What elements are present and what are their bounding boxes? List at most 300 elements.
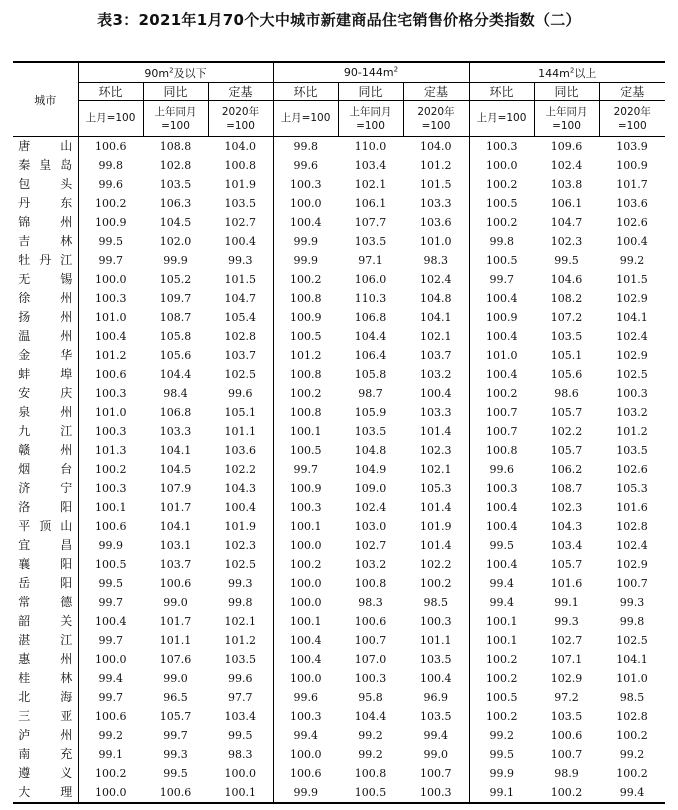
value-cell: 100.9 — [290, 311, 322, 324]
value-cell: 103.4 — [208, 707, 273, 726]
value-cell: 100.3 — [486, 482, 518, 495]
value-cell: 100.6 — [550, 729, 583, 742]
value-cell: 99.5 — [163, 767, 188, 780]
value-cell: 100.2 — [550, 786, 583, 799]
value-cell: 108.2 — [550, 292, 583, 305]
value-cell: 100.0 — [486, 159, 518, 172]
value-cell: 104.3 — [208, 479, 273, 498]
city-name: 泸州 — [18, 728, 73, 742]
value-cell: 100.3 — [95, 482, 127, 495]
value-cell: 100.0 — [290, 672, 322, 685]
table-row — [13, 422, 665, 441]
value-cell: 102.5 — [616, 634, 648, 647]
value-cell: 100.5 — [486, 691, 518, 704]
value-cell: 100.1 — [290, 520, 322, 533]
city-cell — [13, 365, 78, 384]
value-cell: 99.6 — [293, 691, 318, 704]
value-cell: 107.0 — [354, 653, 387, 666]
value-cell: 102.1 — [403, 460, 469, 479]
base-header-line: =100 — [617, 119, 647, 132]
city-cell — [13, 156, 78, 175]
city-name: 锦州 — [18, 215, 73, 229]
value-cell: 102.5 — [208, 365, 273, 384]
value-cell: 98.4 — [163, 387, 188, 400]
city-cell — [13, 536, 78, 555]
value-cell: 99.7 — [293, 463, 318, 476]
city-cell — [13, 308, 78, 327]
value-cell: 101.5 — [208, 270, 273, 289]
value-cell: 100.2 — [290, 273, 322, 286]
base-header-yoy — [143, 101, 208, 137]
subheader-mom: 环比 — [273, 83, 338, 101]
value-cell: 103.3 — [403, 194, 469, 213]
value-cell: 99.2 — [358, 748, 383, 761]
value-cell: 100.6 — [159, 577, 192, 590]
value-cell: 105.7 — [550, 444, 583, 457]
value-cell: 102.1 — [354, 178, 387, 191]
subheader-fixed: 定基 — [403, 83, 469, 101]
value-cell: 105.6 — [159, 349, 192, 362]
price-index-table — [13, 61, 665, 804]
value-cell: 98.3 — [403, 251, 469, 270]
value-cell: 100.6 — [159, 786, 192, 799]
value-cell: 103.6 — [208, 441, 273, 460]
city-cell — [13, 422, 78, 441]
value-cell: 99.4 — [619, 786, 645, 799]
value-cell: 100.4 — [290, 216, 322, 229]
table-row — [13, 213, 665, 232]
table-body — [13, 137, 665, 804]
value-cell: 99.3 — [208, 574, 273, 593]
value-cell: 105.2 — [159, 273, 192, 286]
table-row — [13, 783, 665, 803]
value-cell: 109.6 — [550, 140, 583, 153]
base-header-fixed — [403, 101, 469, 137]
table-row — [13, 194, 665, 213]
value-cell: 102.9 — [550, 672, 583, 685]
value-cell: 103.5 — [616, 444, 648, 457]
table-row — [13, 707, 665, 726]
value-cell: 102.4 — [354, 501, 387, 514]
value-cell: 100.8 — [486, 444, 518, 457]
base-header-line: =100 — [421, 119, 451, 132]
table-row — [13, 403, 665, 422]
base-header-fixed — [208, 101, 273, 137]
value-cell: 104.7 — [550, 216, 583, 229]
value-cell: 99.2 — [358, 729, 383, 742]
value-cell: 101.7 — [159, 615, 192, 628]
value-cell: 100.2 — [403, 574, 469, 593]
subheader-mom: 环比 — [78, 83, 143, 101]
value-cell: 101.0 — [486, 349, 518, 362]
table-row — [13, 498, 665, 517]
value-cell: 106.2 — [550, 463, 583, 476]
value-cell: 105.3 — [616, 482, 648, 495]
city-name: 洛阳 — [18, 500, 73, 514]
city-cell — [13, 555, 78, 574]
city-cell — [13, 194, 78, 213]
value-cell: 100.0 — [290, 748, 322, 761]
table-row — [13, 593, 665, 612]
value-cell: 100.4 — [403, 384, 469, 403]
value-cell: 104.1 — [159, 520, 192, 533]
table-row — [13, 384, 665, 403]
value-cell: 102.6 — [616, 216, 648, 229]
value-cell: 102.4 — [616, 539, 648, 552]
city-name: 惠州 — [18, 652, 73, 666]
value-cell: 101.7 — [159, 501, 192, 514]
value-cell: 102.8 — [159, 159, 192, 172]
value-cell: 100.1 — [290, 615, 322, 628]
value-cell: 99.8 — [293, 140, 318, 153]
value-cell: 104.0 — [403, 137, 469, 157]
value-cell: 100.4 — [486, 520, 518, 533]
value-cell: 102.0 — [159, 235, 192, 248]
subheader-mom: 环比 — [469, 83, 534, 101]
value-cell: 102.8 — [616, 520, 648, 533]
base-header-line: 2020年 — [613, 105, 651, 118]
value-cell: 103.5 — [159, 178, 192, 191]
value-cell: 103.4 — [354, 159, 387, 172]
value-cell: 100.4 — [95, 330, 127, 343]
value-cell: 110.3 — [354, 292, 387, 305]
value-cell: 100.0 — [290, 539, 322, 552]
value-cell: 103.5 — [354, 425, 387, 438]
value-cell: 99.2 — [619, 748, 645, 761]
city-cell — [13, 460, 78, 479]
value-cell: 99.5 — [98, 235, 123, 248]
value-cell: 105.8 — [354, 368, 387, 381]
value-cell: 99.9 — [163, 254, 188, 267]
value-cell: 100.8 — [290, 368, 322, 381]
table-row — [13, 460, 665, 479]
subheader-yoy: 同比 — [143, 83, 208, 101]
value-cell: 101.7 — [616, 178, 648, 191]
table-row — [13, 574, 665, 593]
city-cell — [13, 650, 78, 669]
value-cell: 107.9 — [159, 482, 192, 495]
table-row — [13, 441, 665, 460]
base-header-line: 上年同月 — [154, 105, 197, 118]
value-cell: 100.0 — [290, 577, 322, 590]
value-cell: 104.4 — [159, 368, 192, 381]
value-cell: 100.9 — [290, 482, 322, 495]
subheader-fixed: 定基 — [599, 83, 665, 101]
value-cell: 110.0 — [354, 140, 387, 153]
city-name: 襄阳 — [18, 557, 73, 571]
value-cell: 104.1 — [403, 308, 469, 327]
table-row — [13, 251, 665, 270]
table-row — [13, 726, 665, 745]
value-cell: 102.1 — [403, 327, 469, 346]
value-cell: 100.0 — [208, 764, 273, 783]
value-cell: 100.7 — [486, 425, 518, 438]
value-cell: 101.2 — [403, 156, 469, 175]
city-name: 九江 — [18, 424, 73, 438]
value-cell: 103.2 — [403, 365, 469, 384]
value-cell: 100.7 — [616, 577, 648, 590]
value-cell: 99.9 — [293, 254, 318, 267]
value-cell: 100.3 — [486, 140, 518, 153]
base-header-line: 2020年 — [221, 105, 260, 118]
value-cell: 100.4 — [486, 368, 518, 381]
value-cell: 101.0 — [95, 311, 127, 324]
value-cell: 100.1 — [95, 501, 127, 514]
value-cell: 99.0 — [403, 745, 469, 764]
value-cell: 101.3 — [95, 444, 127, 457]
value-cell: 101.1 — [403, 631, 469, 650]
value-cell: 99.4 — [489, 596, 514, 609]
value-cell: 100.5 — [486, 254, 518, 267]
city-cell — [13, 631, 78, 650]
city-name: 北海 — [18, 690, 73, 704]
city-cell — [13, 327, 78, 346]
base-header-mom — [273, 101, 338, 137]
value-cell: 104.6 — [550, 273, 583, 286]
value-cell: 102.8 — [208, 327, 273, 346]
value-cell: 99.7 — [98, 634, 123, 647]
value-cell: 102.9 — [616, 292, 648, 305]
table-row — [13, 346, 665, 365]
value-cell: 102.4 — [550, 159, 583, 172]
value-cell: 100.6 — [95, 368, 127, 381]
value-cell: 109.0 — [354, 482, 387, 495]
city-cell — [13, 764, 78, 783]
value-cell: 99.1 — [98, 748, 123, 761]
value-cell: 102.2 — [550, 425, 583, 438]
value-cell: 103.7 — [159, 558, 192, 571]
city-cell — [13, 517, 78, 536]
value-cell: 104.3 — [550, 520, 583, 533]
value-cell: 100.2 — [486, 672, 518, 685]
city-name: 常德 — [18, 595, 73, 609]
value-cell: 102.3 — [550, 235, 583, 248]
city-name: 赣州 — [18, 443, 73, 457]
city-name: 湛江 — [18, 633, 73, 647]
value-cell: 99.0 — [163, 672, 188, 685]
value-cell: 100.5 — [290, 444, 322, 457]
value-cell: 100.3 — [403, 783, 469, 803]
value-cell: 99.1 — [554, 596, 579, 609]
value-cell: 99.5 — [208, 726, 273, 745]
value-cell: 100.0 — [95, 273, 127, 286]
value-cell: 102.4 — [403, 270, 469, 289]
table-row — [13, 745, 665, 764]
value-cell: 101.4 — [403, 498, 469, 517]
table-row — [13, 631, 665, 650]
value-cell: 105.1 — [208, 403, 273, 422]
city-cell — [13, 175, 78, 194]
base-header-line: =100 — [356, 119, 385, 132]
city-cell — [13, 726, 78, 745]
city-cell — [13, 745, 78, 764]
value-cell: 98.3 — [358, 596, 383, 609]
city-name: 泉州 — [18, 405, 73, 419]
value-cell: 95.8 — [358, 691, 383, 704]
city-name: 遵义 — [18, 766, 73, 780]
value-cell: 100.2 — [486, 710, 518, 723]
subheader-yoy: 同比 — [338, 83, 403, 101]
value-cell: 99.7 — [98, 254, 123, 267]
value-cell: 99.3 — [208, 251, 273, 270]
value-cell: 100.5 — [95, 558, 127, 571]
city-cell — [13, 403, 78, 422]
base-header-line: 上月=100 — [85, 112, 136, 124]
value-cell: 99.5 — [489, 539, 514, 552]
value-cell: 99.6 — [208, 384, 273, 403]
value-cell: 99.5 — [489, 748, 514, 761]
value-cell: 105.4 — [208, 308, 273, 327]
value-cell: 100.7 — [486, 406, 518, 419]
city-name: 三亚 — [18, 709, 73, 723]
city-name: 无锡 — [18, 272, 73, 286]
value-cell: 99.3 — [554, 615, 579, 628]
value-cell: 100.0 — [95, 653, 127, 666]
table-row — [13, 650, 665, 669]
value-cell: 100.3 — [403, 612, 469, 631]
value-cell: 100.5 — [354, 786, 387, 799]
value-cell: 97.7 — [208, 688, 273, 707]
value-cell: 99.2 — [619, 254, 645, 267]
value-cell: 101.4 — [403, 422, 469, 441]
value-cell: 103.4 — [550, 539, 583, 552]
city-name: 韶关 — [18, 614, 73, 628]
value-cell: 100.3 — [616, 387, 648, 400]
group-header-medium: $90-144m^2$ — [273, 62, 469, 83]
value-cell: 103.2 — [354, 558, 387, 571]
city-name: 丹东 — [18, 196, 73, 210]
value-cell: 102.5 — [616, 368, 648, 381]
value-cell: 100.4 — [616, 235, 648, 248]
value-cell: 102.7 — [208, 213, 273, 232]
table-row — [13, 612, 665, 631]
value-cell: 101.9 — [208, 175, 273, 194]
city-name: 吉林 — [18, 234, 73, 248]
value-cell: 103.5 — [354, 235, 387, 248]
value-cell: 100.8 — [290, 292, 322, 305]
value-cell: 99.4 — [293, 729, 318, 742]
value-cell: 99.6 — [208, 669, 273, 688]
value-cell: 103.8 — [550, 178, 583, 191]
table-row — [13, 479, 665, 498]
value-cell: 100.4 — [486, 330, 518, 343]
value-cell: 105.8 — [159, 330, 192, 343]
value-cell: 104.1 — [159, 444, 192, 457]
value-cell: 101.5 — [403, 175, 469, 194]
group-header-large: $144m^2$以上 — [469, 62, 665, 83]
value-cell: 99.7 — [163, 729, 188, 742]
value-cell: 103.0 — [354, 520, 387, 533]
city-column-header: 城市 — [13, 62, 78, 137]
base-header-line: 上月=100 — [280, 112, 331, 124]
value-cell: 105.9 — [354, 406, 387, 419]
table-row — [13, 270, 665, 289]
value-cell: 99.2 — [98, 729, 123, 742]
value-cell: 99.1 — [489, 786, 514, 799]
value-cell: 100.0 — [290, 197, 322, 210]
value-cell: 101.5 — [616, 273, 648, 286]
city-name: 安庆 — [18, 386, 73, 400]
value-cell: 100.2 — [616, 729, 648, 742]
base-header-mom — [78, 101, 143, 137]
table-row — [13, 327, 665, 346]
value-cell: 102.2 — [403, 555, 469, 574]
value-cell: 101.2 — [95, 349, 127, 362]
city-name: 济宁 — [18, 481, 73, 495]
value-cell: 105.3 — [403, 479, 469, 498]
table-row — [13, 536, 665, 555]
value-cell: 98.3 — [208, 745, 273, 764]
value-cell: 99.7 — [98, 691, 123, 704]
city-name: 包头 — [18, 177, 73, 191]
base-header-mom — [469, 101, 534, 137]
value-cell: 102.7 — [354, 539, 387, 552]
value-cell: 102.5 — [208, 555, 273, 574]
value-cell: 102.1 — [208, 612, 273, 631]
city-name: 牡丹江 — [18, 253, 73, 267]
value-cell: 108.7 — [159, 311, 192, 324]
value-cell: 100.6 — [95, 140, 127, 153]
value-cell: 99.9 — [98, 539, 123, 552]
value-cell: 100.6 — [290, 767, 322, 780]
value-cell: 98.9 — [554, 767, 579, 780]
value-cell: 106.3 — [159, 197, 192, 210]
value-cell: 100.6 — [354, 615, 387, 628]
value-cell: 107.7 — [354, 216, 387, 229]
city-name: 平顶山 — [18, 519, 73, 533]
city-cell — [13, 251, 78, 270]
value-cell: 100.3 — [290, 501, 322, 514]
city-name: 桂林 — [18, 671, 73, 685]
value-cell: 102.9 — [616, 349, 648, 362]
value-cell: 97.1 — [358, 254, 383, 267]
city-name: 烟台 — [18, 462, 73, 476]
city-name: 蚌埠 — [18, 367, 73, 381]
value-cell: 100.1 — [486, 634, 518, 647]
value-cell: 100.4 — [486, 558, 518, 571]
value-cell: 99.9 — [293, 786, 318, 799]
value-cell: 103.5 — [208, 194, 273, 213]
value-cell: 108.8 — [159, 140, 192, 153]
value-cell: 100.4 — [208, 232, 273, 251]
value-cell: 99.8 — [98, 159, 123, 172]
value-cell: 102.2 — [208, 460, 273, 479]
value-cell: 100.2 — [95, 767, 127, 780]
value-cell: 101.0 — [616, 672, 648, 685]
page-title: 表3：2021年1月70个大中城市新建商品住宅销售价格分类指数（二） — [97, 11, 581, 29]
value-cell: 100.4 — [95, 615, 127, 628]
value-cell: 100.8 — [354, 577, 387, 590]
value-cell: 104.1 — [616, 311, 648, 324]
value-cell: 104.5 — [159, 216, 192, 229]
value-cell: 104.8 — [403, 289, 469, 308]
base-header-fixed — [599, 101, 665, 137]
value-cell: 103.7 — [403, 346, 469, 365]
value-cell: 99.4 — [98, 672, 123, 685]
table-row — [13, 365, 665, 384]
city-name: 唐山 — [18, 139, 73, 153]
value-cell: 100.9 — [95, 216, 127, 229]
city-cell — [13, 384, 78, 403]
value-cell: 103.6 — [403, 213, 469, 232]
value-cell: 103.7 — [208, 346, 273, 365]
value-cell: 103.3 — [159, 425, 192, 438]
city-name: 金华 — [18, 348, 73, 362]
value-cell: 104.5 — [159, 463, 192, 476]
city-cell — [13, 289, 78, 308]
table-row — [13, 308, 665, 327]
city-cell — [13, 669, 78, 688]
